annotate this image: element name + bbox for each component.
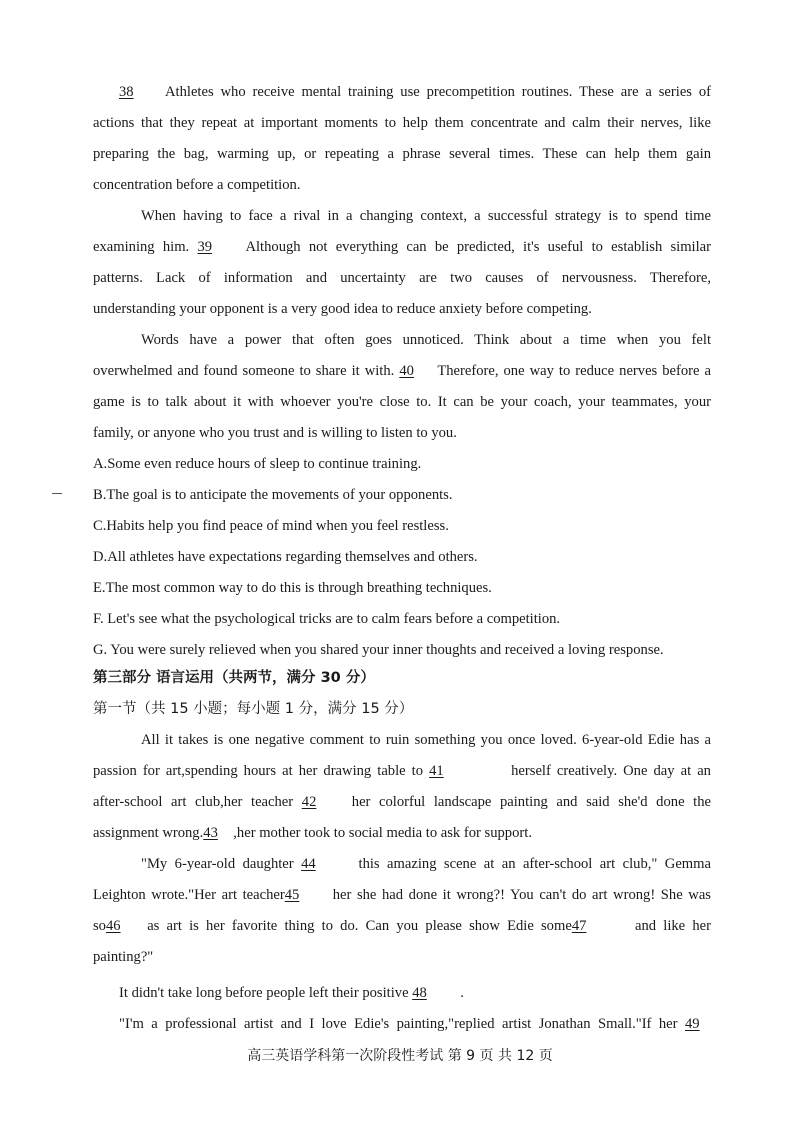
blank-42: 42 bbox=[301, 794, 317, 810]
blank-41: 41 bbox=[429, 763, 444, 779]
cloze-line bbox=[141, 854, 711, 874]
option-g: G. You were surely relieved when you shared your inner thoughts and received a loving response. bbox=[93, 642, 664, 658]
passage-line bbox=[93, 237, 711, 257]
passage-text: overwhelmed and found someone to share it with. bbox=[93, 363, 395, 379]
passage-text: Athletes who receive mental training use precompetition routines. These are a series of bbox=[165, 84, 711, 100]
passage-text: examining him. bbox=[93, 239, 190, 255]
passage-line: preparing the bag, warming up, or repeating a phrase several times. These can help them gain bbox=[93, 146, 711, 162]
page-footer: 高三英语学科第一次阶段性考试 第 9 页 共 12 页 bbox=[247, 1048, 553, 1064]
margin-mark bbox=[52, 493, 62, 494]
cloze-text: herself creatively. One day at an bbox=[511, 763, 711, 779]
cloze-text: "I'm a professional artist and I love Edie's painting,"replied artist Jonathan Small."If her bbox=[119, 1016, 678, 1032]
cloze-line bbox=[119, 1014, 711, 1034]
option-e: E.The most common way to do this is through breathing techniques. bbox=[93, 580, 492, 596]
blank-39: 39 bbox=[197, 239, 213, 255]
blank-44: 44 bbox=[301, 856, 316, 872]
cloze-text: assignment wrong. bbox=[93, 825, 204, 841]
passage-line: game is to talk about it with whoever you're close to. It can be your coach, your teammates, your bbox=[93, 394, 711, 410]
cloze-text: her she had done it wrong?! You can't do art wrong! She was bbox=[332, 887, 711, 903]
cloze-text: . bbox=[460, 985, 464, 1001]
blank-47: 47 bbox=[571, 918, 587, 934]
option-c: C.Habits help you find peace of mind when you feel restless. bbox=[93, 518, 449, 534]
cloze-text: after-school art club,her teacher bbox=[93, 794, 294, 810]
blank-45: 45 bbox=[284, 887, 300, 903]
cloze-text: so bbox=[93, 918, 106, 934]
blank-49: 49 bbox=[685, 1016, 700, 1032]
passage-text: Although not everything can be predicted, it's useful to establish similar bbox=[245, 239, 712, 255]
passage-line: Words have a power that often goes unnoticed. Think about a time when you felt bbox=[141, 332, 711, 348]
cloze-text: It didn't take long before people left their positive bbox=[119, 985, 409, 1001]
section-subtitle: 第一节（共 15 小题；每小题 1 分，满分 15 分） bbox=[93, 701, 414, 717]
passage-line bbox=[119, 82, 711, 102]
cloze-line bbox=[93, 916, 711, 936]
cloze-line bbox=[119, 983, 711, 1003]
section-title: 第三部分 语言运用（共两节，满分 30 分） bbox=[93, 670, 375, 686]
cloze-line bbox=[93, 761, 711, 781]
passage-line: concentration before a competition. bbox=[93, 177, 301, 193]
blank-43: 43 bbox=[203, 825, 218, 841]
cloze-line bbox=[93, 823, 711, 843]
cloze-text: "My 6-year-old daughter bbox=[141, 856, 294, 872]
cloze-text: ,her mother took to social media to ask for support. bbox=[233, 825, 532, 841]
cloze-text: her colorful landscape painting and said she'd done the bbox=[351, 794, 711, 810]
blank-48: 48 bbox=[412, 985, 427, 1001]
option-d: D.All athletes have expectations regarding themselves and others. bbox=[93, 549, 478, 565]
option-b: B.The goal is to anticipate the movements of your opponents. bbox=[93, 487, 453, 503]
cloze-text: and like her bbox=[635, 918, 711, 934]
cloze-text: as art is her favorite thing to do. Can you please show Edie some bbox=[147, 918, 572, 934]
cloze-line: All it takes is one negative comment to ruin something you once loved. 6-year-old Edie has a bbox=[141, 732, 711, 748]
passage-line: family, or anyone who you trust and is willing to listen to you. bbox=[93, 425, 457, 441]
passage-line: When having to face a rival in a changing context, a successful strategy is to spend time bbox=[141, 208, 711, 224]
passage-line: patterns. Lack of information and uncertainty are two causes of nervousness. Therefore, bbox=[93, 270, 711, 286]
passage-line bbox=[93, 361, 711, 381]
cloze-line bbox=[93, 792, 711, 812]
cloze-text: passion for art,spending hours at her drawing table to bbox=[93, 763, 424, 779]
cloze-line bbox=[93, 885, 711, 905]
cloze-text: this amazing scene at an after-school art club," Gemma bbox=[358, 856, 711, 872]
passage-line: understanding your opponent is a very good idea to reduce anxiety before competing. bbox=[93, 301, 592, 317]
option-f: F. Let's see what the psychological tricks are to calm fears before a competition. bbox=[93, 611, 561, 627]
passage-text: Therefore, one way to reduce nerves before a bbox=[437, 363, 711, 379]
cloze-line: painting?" bbox=[93, 949, 154, 965]
cloze-text: Leighton wrote."Her art teacher bbox=[93, 887, 285, 903]
blank-38: 38 bbox=[119, 84, 134, 100]
blank-46: 46 bbox=[105, 918, 121, 934]
passage-line: actions that they repeat at important moments to help them concentrate and calm their nerves, like bbox=[93, 115, 711, 131]
option-a: A.Some even reduce hours of sleep to continue training. bbox=[93, 456, 422, 472]
blank-40: 40 bbox=[399, 363, 414, 379]
